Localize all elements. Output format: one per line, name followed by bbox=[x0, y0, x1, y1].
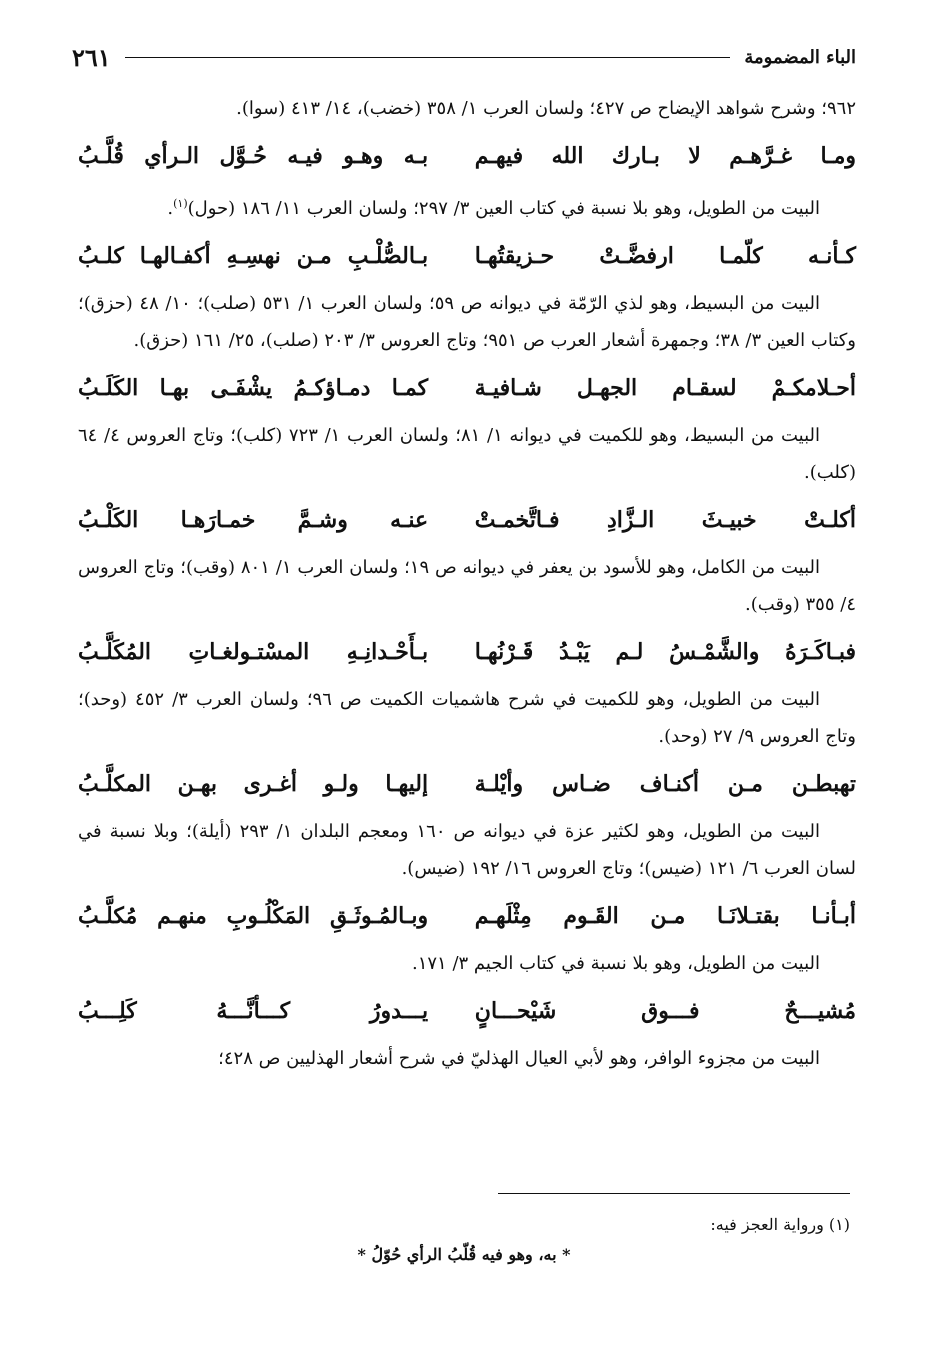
poetry-verse bbox=[78, 227, 856, 285]
verse-second-hemistich: بـه وهـو فيـه حُـوَّل الـرأي قُلَّـبُ bbox=[78, 143, 429, 169]
source-note-text: البيت من الطويل، وهو بلا نسبة في كتاب العين ٣/ ٢٩٧؛ ولسان العرب ١١/ ١٨٦ (حول) bbox=[187, 198, 820, 219]
verse-second-hemistich: يـــدورُ كـــأنَّـــهُ كَلِـــبُ bbox=[78, 998, 429, 1024]
source-note: ٩٦٢؛ وشرح شواهد الإيضاح ص ٤٢٧؛ ولسان العرب ١/ ٣٥٨ (خضب)، ١٤/ ٤١٣ (سوا). bbox=[236, 98, 856, 119]
verse-second-hemistich: إليهـا ولـو أغـرى بهـن المكلَّـبُ bbox=[78, 771, 429, 797]
chapter-title: الباء المضمومة bbox=[744, 46, 856, 68]
poetry-verse bbox=[78, 127, 856, 185]
footnote-separator bbox=[498, 1193, 850, 1194]
source-note: البيت من الطويل، وهو للكميت في شرح هاشميات الكميت ص ٩٦؛ ولسان العرب ٣/ ٤٥٢ (وحد)؛ وتاج العروس ٩/ ٢٧ (وحد). bbox=[78, 689, 856, 747]
footnote-text: (١) ورواية العجز فيه: bbox=[710, 1215, 850, 1234]
verse-second-hemistich: بـالصُّلْـبِ مـن نهسِـهِ أكفـالهـا كلـبُ bbox=[78, 243, 429, 269]
poetry-verse bbox=[78, 887, 856, 945]
source-note: البيت من الكامل، وهو للأسود بن يعفر في ديوانه ص ١٩؛ ولسان العرب ١/ ٨٠١ (وقب)؛ وتاج العروس ٤/ ٣٥٥ (وقب). bbox=[78, 557, 856, 615]
footnote-marker[interactable]: (١) bbox=[173, 197, 188, 210]
page-number: ٢٦١ bbox=[72, 42, 111, 72]
source-note: البيت من الطويل، وهو بلا نسبة في كتاب الجيم ٣/ ١٧١. bbox=[411, 953, 820, 974]
source-note: البيت من الطويل، وهو لكثير عزة في ديوانه ص ١٦٠ ومعجم البلدان ١/ ٢٩٣ (أيلة)؛ وبلا نسبة في لسان العرب ٦/ ١٢١ (ضيس)؛ وتاج العروس ١٦/ ١٩٢ (ضيس). bbox=[78, 821, 856, 879]
source-note: البيت من مجزوء الوافر، وهو لأبي العيال الهذليّ في شرح أشعار الهذليين ص ٤٢٨؛ bbox=[218, 1048, 820, 1069]
verse-first-hemistich: تهبطـن مـن أكنـاف ضـاس وأيْلـة bbox=[474, 771, 856, 797]
footnotes bbox=[78, 1210, 850, 1270]
header-rule bbox=[125, 57, 731, 58]
source-note: البيت من البسيط، وهو لذي الرّمّة في ديوانه ص ٥٩؛ ولسان العرب ١/ ٥٣١ (صلب)؛ ١٠/ ٤٨ (حزق)؛ وكتاب العين ٣/ ٣٨؛ وجمهرة أشعار العرب ص ٩٥١؛ وتاج العروس ٣/ ٢٠٣ (صلب)، ٢٥/ ١٦١ (حزق). bbox=[78, 293, 856, 351]
running-header bbox=[72, 38, 856, 76]
poetry-verse bbox=[78, 982, 856, 1040]
verse-first-hemistich: ومـا غـرَّهـم لا بـارك الله فيهـم bbox=[474, 143, 856, 169]
verse-first-hemistich: أكلـتْ خبيـثَ الـزَّادِ فـاتَّخمـتْ bbox=[474, 507, 856, 533]
source-note: البيت من البسيط، وهو للكميت في ديوانه ١/ ٨١؛ ولسان العرب ١/ ٧٢٣ (كلب)؛ وتاج العروس ٤/ ٦٤ (كلب). bbox=[78, 425, 856, 483]
verse-second-hemistich: وبـالمُـوثَـقِ المَكْلُـوبِ منهـم مُكلَّـبُ bbox=[78, 903, 429, 929]
verse-second-hemistich: بـأَحْـدانِـهِ المسْتـولغـاتِ المُكَلَّـبُ bbox=[78, 639, 429, 665]
footnote-verse: * به، وهو فيه قُلّبُ الرأي حُوّلُ * bbox=[357, 1245, 571, 1264]
poetry-verse bbox=[78, 755, 856, 813]
verse-second-hemistich: كمـا دمـاؤكـمُ يشْفَـى بهـا الكَلَـبُ bbox=[78, 375, 429, 401]
poetry-verse bbox=[78, 623, 856, 681]
source-note-tail: . bbox=[167, 198, 174, 219]
verse-first-hemistich: أبـأنـا بقتـلانَـا مـن القَـوم مِثْلَهـم bbox=[474, 903, 856, 929]
poetry-verse bbox=[78, 491, 856, 549]
verse-first-hemistich: كـأنـه كلّمـا ارفضَّـتْ حـزيقتُهـا bbox=[474, 243, 856, 269]
verse-first-hemistich: أحـلامكـمْ لسقـام الجهـل شـافيـة bbox=[474, 375, 856, 401]
page-body bbox=[78, 90, 856, 1077]
poetry-verse bbox=[78, 359, 856, 417]
source-note bbox=[78, 185, 856, 227]
verse-first-hemistich: مُشيـــحٌ فـــوق شَيْحـــانٍ bbox=[474, 998, 856, 1024]
verse-first-hemistich: فبـاكَـرَهُ والشَّمْـسُ لـم يَبْـدُ قَـرْنُهـا bbox=[474, 639, 856, 665]
verse-second-hemistich: عنـه وشـمَّ خمـارَهـا الكَلْـبُ bbox=[78, 507, 429, 533]
